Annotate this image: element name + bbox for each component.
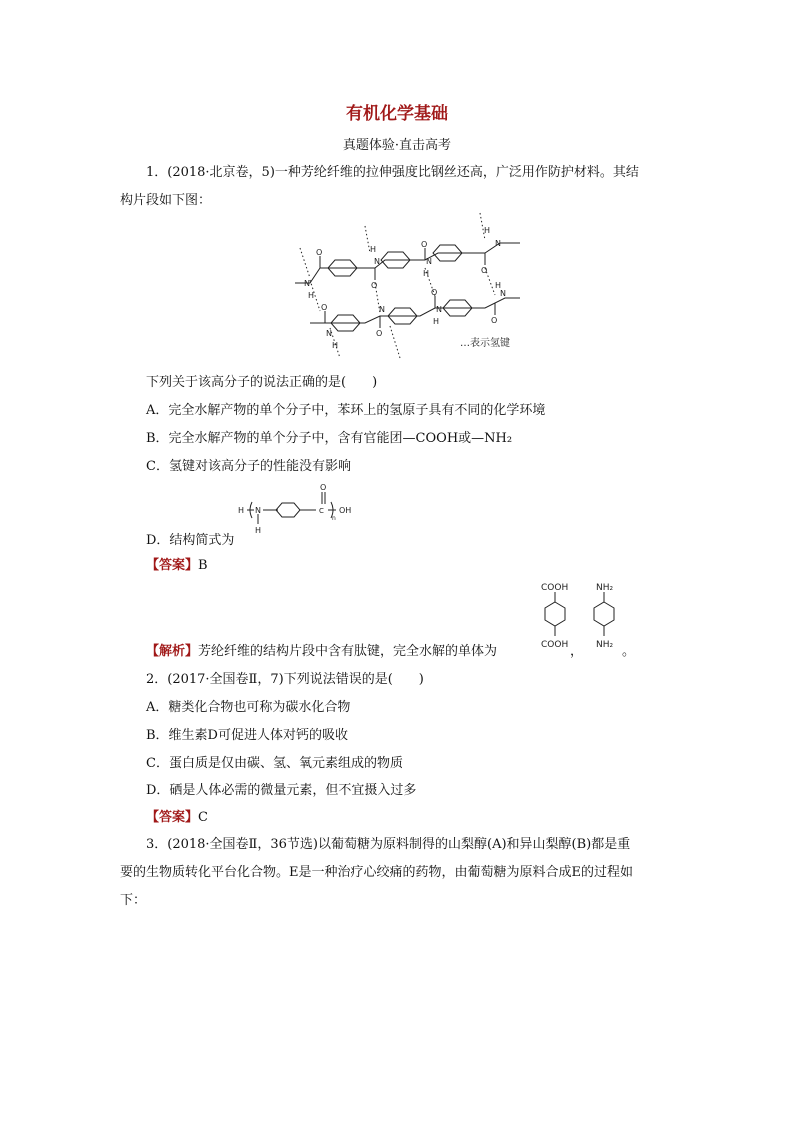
atom-O: O [481,266,488,275]
hydrogen-bond [390,326,400,358]
q1-option-b: B．完全水解产物的单个分子中，含有官能团—COOH或—NH₂ [146,431,513,446]
q1-answer [146,554,208,573]
q3-line1: 3．(2018·全国卷Ⅱ，36节选)以葡萄糖为原料制得的山梨醇(A)和异山梨醇(B)都是重 [146,837,631,852]
group-cooh-top: COOH [541,583,569,593]
atom-O: O [321,303,328,312]
monomer-separator: ， [570,644,584,659]
group-nh2-bottom: NH₂ [596,640,614,650]
atom-N: N [255,506,261,515]
atom-H: H [423,269,430,278]
atom-O: O [316,248,323,257]
atom-N: N [304,279,310,288]
atom-H: H [238,506,245,515]
atom-O: O [431,288,438,297]
atom-N: N [379,305,385,314]
answer-label: 【答案】 [146,810,199,825]
q2-option-b: B．维生素D可促进人体对钙的吸收 [146,728,348,743]
q1-stem-line2: 构片段如下图： [120,193,212,208]
atom-C: C [319,507,324,515]
q2-option-a: A．糖类化合物也可称为碳水化合物 [146,700,351,715]
q2-stem: 2．(2017·全国卷Ⅱ，7)下列说法错误的是( ) [146,672,424,687]
page-title: 有机化学基础 [346,104,448,124]
atom-N: N [326,329,332,338]
benzene-ring [594,602,614,626]
group-OH: OH [339,506,352,515]
option-d-structure [236,480,366,538]
atom-H: H [433,317,440,326]
q1-option-d: D．结构简式为 [146,533,235,548]
atom-H: H [332,341,339,350]
analysis-end-mark: 。 [622,644,636,659]
atom-O: O [491,316,498,325]
q1-analysis [146,640,497,659]
group-cooh-bottom: COOH [541,640,569,650]
benzene-ring [545,602,565,626]
q1-option-a: A．完全水解产物的单个分子中，苯环上的氢原子具有不同的化学环境 [146,403,546,418]
q3-line2: 要的生物质转化平台化合物。E是一种治疗心绞痛的药物，由葡萄糖为原料合成E的过程如 [120,865,633,880]
atom-H: H [484,226,491,235]
analysis-label: 【解析】 [146,644,199,659]
atom-N: N [426,257,432,266]
repeat-subscript-n: n [332,515,336,522]
benzene-ring [276,503,300,517]
atom-O: O [320,483,327,492]
aramid-structure-figure [290,208,530,366]
q2-answer [146,806,208,825]
q2-option-c: C．蛋白质是仅由碳、氢、氧元素组成的物质 [146,756,403,771]
atom-N: N [500,289,506,298]
hydrogen-bond [300,248,310,278]
q2-option-d: D．硒是人体必需的微量元素，但不宜摄入过多 [146,783,417,798]
q3-line3: 下： [120,893,147,908]
atom-H: H [255,526,262,535]
answer-value: C [198,810,208,825]
atom-H: H [370,245,377,254]
lower-chain-bonds [310,298,520,323]
q1-option-c: C．氢键对该高分子的性能没有影响 [146,459,351,474]
atom-O: O [371,281,378,290]
atom-O: O [421,240,428,249]
section-subtitle: 真题体验·直击高考 [342,138,452,153]
atom-H: H [308,291,315,300]
atom-N: N [495,239,501,248]
group-nh2-top: NH₂ [596,583,614,593]
atom-N: N [436,305,442,314]
atom-H: H [495,281,502,290]
q1-stem-line1: 1．(2018·北京卷，5)一种芳纶纤维的拉伸强度比钢丝还高，广泛用作防护材料。其结 [146,165,639,180]
q1-prompt: 下列关于该高分子的说法正确的是( ) [146,375,378,390]
analysis-text: 芳纶纤维的结构片段中含有肽键，完全水解的单体为 [198,644,498,659]
atom-N: N [374,257,380,266]
atom-O: O [376,329,383,338]
hydrogen-bond-legend: …表示氢键 [460,338,510,349]
answer-label: 【答案】 [146,558,199,573]
answer-value: B [198,558,208,573]
